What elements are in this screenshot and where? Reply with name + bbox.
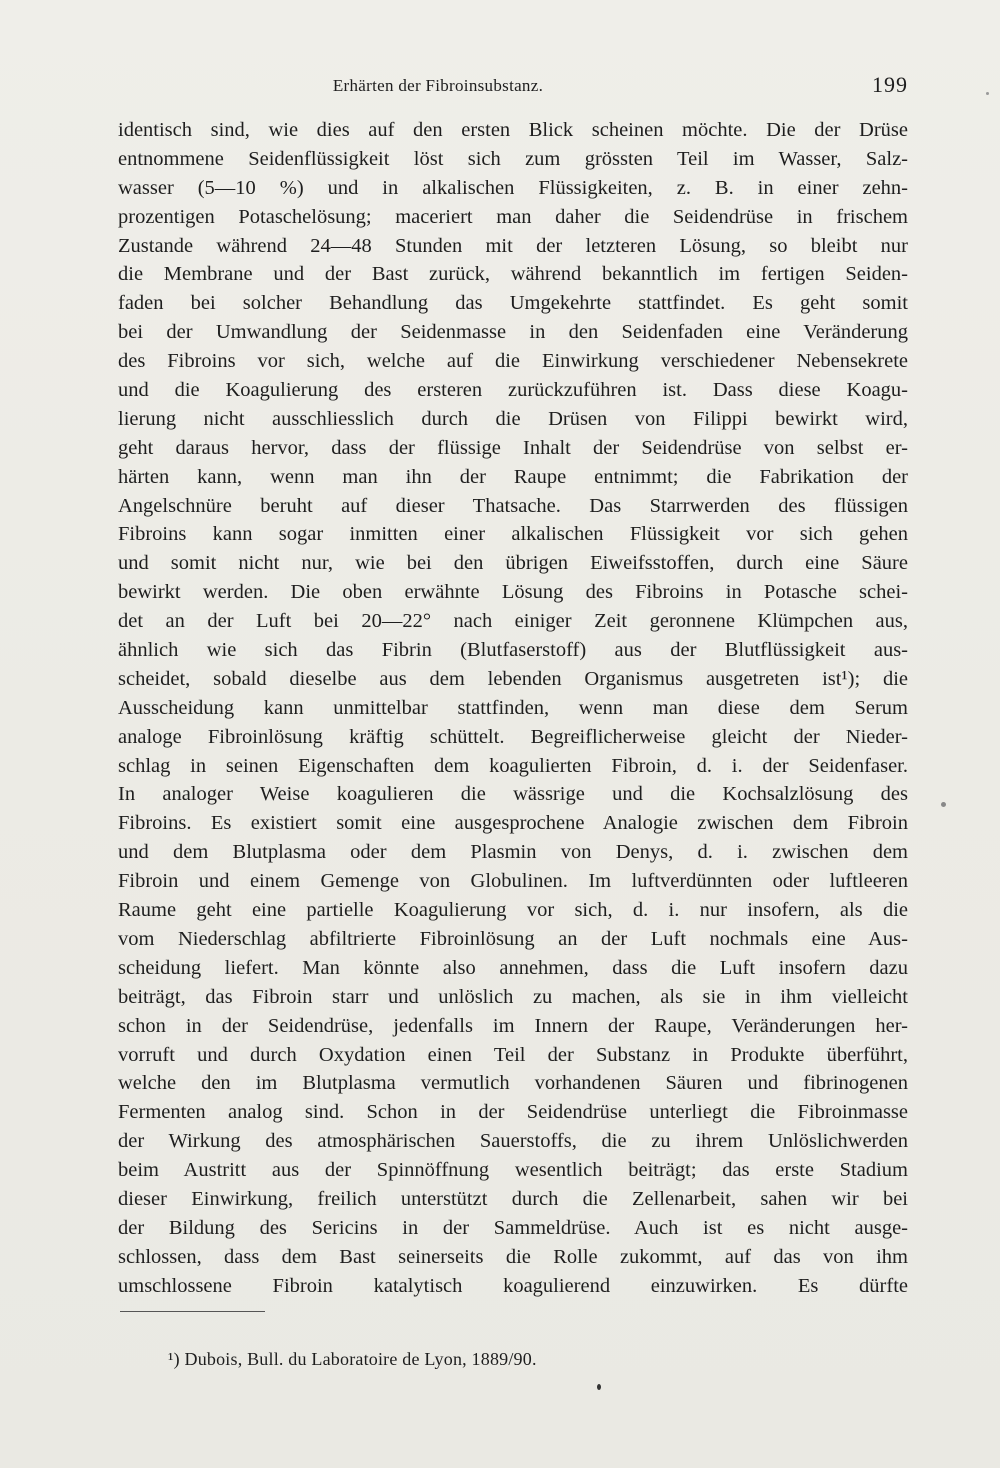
text-line: wasser (5—10 %) und in alkalischen Flüssigkeiten, z. B. in einer zehn-: [118, 176, 908, 199]
text-line: Angelschnüre beruht auf dieser Thatsache. Das Starrwerden des flüssigen: [118, 494, 908, 517]
text-line: Ausscheidung kann unmittelbar stattfinden, wenn man diese dem Serum: [118, 696, 908, 719]
text-line: scheidung liefert. Man könnte also annehmen, dass die Luft insofern dazu: [118, 956, 908, 979]
text-line: und die Koagulierung des ersteren zurückzuführen ist. Dass diese Koagu-: [118, 379, 908, 402]
text-line: und dem Blutplasma oder dem Plasmin von Denys, d. i. zwischen dem: [118, 841, 908, 864]
text-line: die Membrane und der Bast zurück, während bekanntlich im fertigen Seiden-: [118, 263, 908, 286]
text-line: der Bildung des Sericins in der Sammeldrüse. Auch ist es nicht ausge-: [118, 1216, 908, 1239]
text-line: und somit nicht nur, wie bei den übrigen Eiweifsstoffen, durch eine Säure: [118, 552, 908, 575]
text-line: Fibroins. Es existiert somit eine ausgesprochene Analogie zwischen dem Fibroin: [118, 812, 908, 835]
ink-speck: [986, 92, 989, 95]
text-line: des Fibroins vor sich, welche auf die Einwirkung verschiedener Nebensekrete: [118, 350, 908, 373]
text-line: Fibroins kann sogar inmitten einer alkalischen Flüssigkeit vor sich gehen: [118, 523, 908, 546]
text-line: schlossen, dass dem Bast seinerseits die Rolle zukommt, auf das von ihm: [118, 1245, 908, 1268]
text-line: härten kann, wenn man ihn der Raupe entnimmt; die Fabrikation der: [118, 465, 908, 488]
text-line: vorruft und durch Oxydation einen Teil der Substanz in Produkte überführt,: [118, 1043, 908, 1066]
text-line: In analoger Weise koagulieren die wässrige und die Kochsalzlösung des: [118, 783, 908, 806]
text-line: schon in der Seidendrüse, jedenfalls im Innern der Raupe, Veränderungen her-: [118, 1014, 908, 1037]
text-line: vom Niederschlag abfiltrierte Fibroinlösung an der Luft nochmals eine Aus-: [118, 927, 908, 950]
text-line: umschlossene Fibroin katalytisch koagulierend einzuwirken. Es dürfte: [118, 1274, 908, 1297]
ink-speck: [941, 802, 946, 807]
text-line: welche den im Blutplasma vermutlich vorhandenen Säuren und fibrinogenen: [118, 1072, 908, 1095]
text-line: beiträgt, das Fibroin starr und unlöslich zu machen, als sie in ihm vielleicht: [118, 985, 908, 1008]
text-line: faden bei solcher Behandlung das Umgekehrte stattfindet. Es geht somit: [118, 292, 908, 315]
text-line: ähnlich wie sich das Fibrin (Blutfaserstoff) aus der Blutflüssigkeit aus-: [118, 639, 908, 662]
text-line: schlag in seinen Eigenschaften dem koagulierten Fibroin, d. i. der Seidenfaser.: [118, 754, 908, 777]
text-line: det an der Luft bei 20—22° nach einiger Zeit geronnene Klümpchen aus,: [118, 610, 908, 633]
text-line: dieser Einwirkung, freilich unterstützt durch die Zellenarbeit, sahen wir bei: [118, 1187, 908, 1210]
text-line: geht daraus hervor, dass der flüssige Inhalt der Seidendrüse von selbst er-: [118, 436, 908, 459]
text-line: Fermenten analog sind. Schon in der Seidendrüse unterliegt die Fibroinmasse: [118, 1101, 908, 1124]
page-number: 199: [872, 72, 908, 97]
ink-speck: [597, 1384, 601, 1390]
text-line: lierung nicht ausschliesslich durch die Drüsen von Filippi bewirkt wird,: [118, 407, 908, 430]
text-line: der Wirkung des atmosphärischen Sauerstoffs, die zu ihrem Unlöslichwerden: [118, 1130, 908, 1153]
body-text: [118, 116, 908, 1301]
text-line: Fibroin und einem Gemenge von Globulinen. Im luftverdünnten oder luftleeren: [118, 870, 908, 893]
text-line: prozentigen Potaschelösung; maceriert man daher die Seidendrüse in frischem: [118, 205, 908, 228]
footnote: ¹) Dubois, Bull. du Laboratoire de Lyon, 1889/90.: [168, 1349, 537, 1369]
text-line: beim Austritt aus der Spinnöffnung wesentlich beiträgt; das erste Stadium: [118, 1159, 908, 1182]
text-line: analoge Fibroinlösung kräftig schüttelt. Begreiflicherweise gleicht der Nieder-: [118, 725, 908, 748]
text-line: Zustande während 24—48 Stunden mit der letzteren Lösung, so bleibt nur: [118, 234, 908, 257]
text-line: identisch sind, wie dies auf den ersten Blick scheinen möchte. Die der Drüse: [118, 119, 908, 141]
footnote-divider: [120, 1311, 265, 1312]
page-header: [118, 72, 908, 102]
text-line: scheidet, sobald dieselbe aus dem lebenden Organismus ausgetreten ist¹); die: [118, 667, 908, 690]
text-line: bewirkt werden. Die oben erwähnte Lösung des Fibroins in Potasche schei-: [118, 581, 908, 604]
text-line: bei der Umwandlung der Seidenmasse in den Seidenfaden eine Veränderung: [118, 321, 908, 344]
running-title: Erhärten der Fibroinsubstanz.: [332, 76, 544, 95]
text-line: Raume geht eine partielle Koagulierung vor sich, d. i. nur insofern, als die: [118, 899, 908, 922]
text-line: entnommene Seidenflüssigkeit löst sich zum grössten Teil im Wasser, Salz-: [118, 147, 908, 170]
